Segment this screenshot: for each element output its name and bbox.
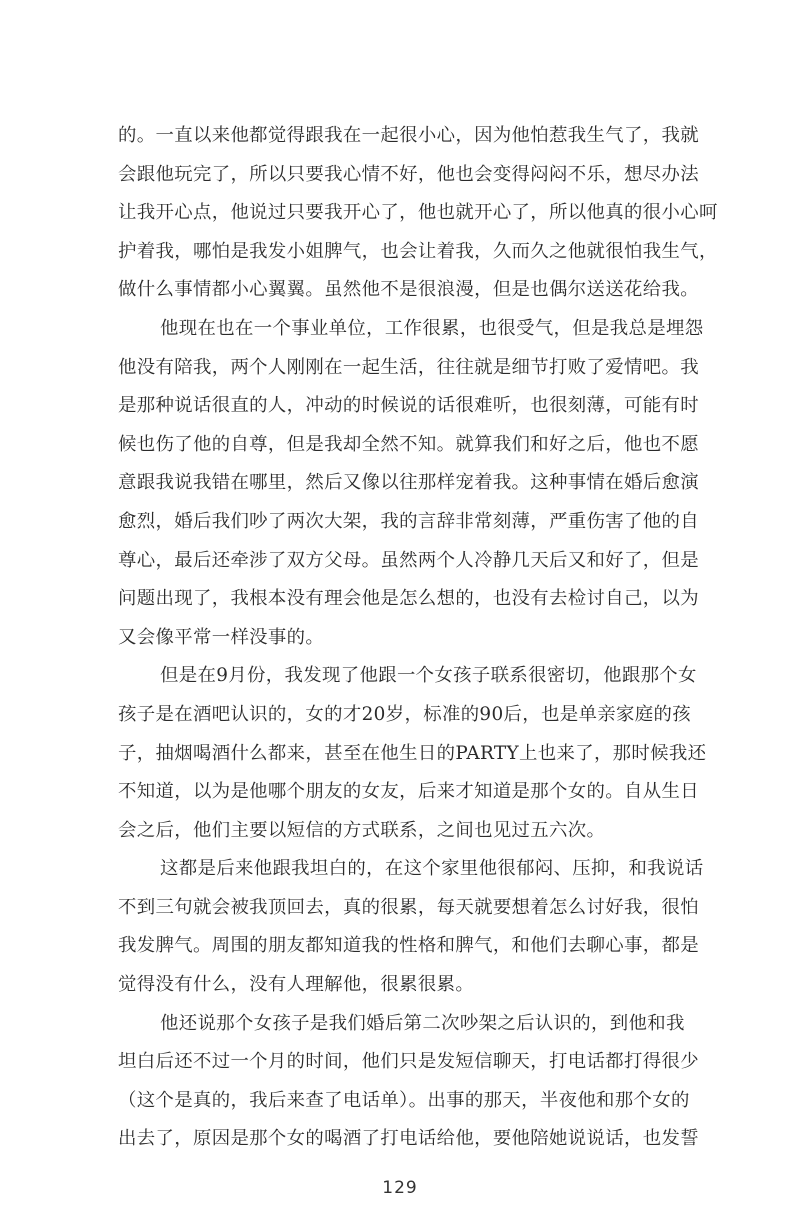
text-line: 子，抽烟喝酒什么都来，甚至在他生日的PARTY上也来了，那时候我还 — [118, 742, 707, 764]
text-line: 这都是后来他跟我坦白的，在这个家里他很郁闷、压抑，和我说话 — [160, 858, 704, 880]
text-line: 但是在9月份，我发现了他跟一个女孩子联系很密切，他跟那个女 — [160, 665, 697, 687]
text-line: 会之后，他们主要以短信的方式联系，之间也见过五六次。 — [118, 819, 606, 841]
text-line: 不到三句就会被我顶回去，真的很累，每天就要想着怎么讨好我，很怕 — [118, 896, 699, 918]
text-line: 坦白后还不过一个月的时间，他们只是发短信聊天，打电话都打得很少 — [118, 1051, 699, 1073]
text-line: 问题出现了，我根本没有理会他是怎么想的，也没有去检讨自己，以为 — [118, 588, 699, 610]
text-line: 是那种说话很直的人，冲动的时候说的话很难听，也很刻薄，可能有时 — [118, 395, 699, 417]
text-line: （这个是真的，我后来查了电话单）。出事的那天，半夜他和那个女的 — [118, 1089, 690, 1111]
text-line: 意跟我说我错在哪里，然后又像以往那样宠着我。这种事情在婚后愈演 — [118, 472, 699, 494]
text-line: 愈烈，婚后我们吵了两次大架，我的言辞非常刻薄，严重伤害了他的自 — [118, 510, 699, 532]
text-line: 不知道，以为是他哪个朋友的女友，后来才知道是那个女的。自从生日 — [118, 781, 699, 803]
text-line: 候也伤了他的自尊，但是我却全然不知。就算我们和好之后，他也不愿 — [118, 433, 699, 455]
text-line: 孩子是在酒吧认识的，女的才20岁，标准的90后，也是单亲家庭的孩 — [118, 703, 691, 725]
page-number: 129 — [382, 1178, 418, 1198]
text-line: 他现在也在一个事业单位，工作很累，也很受气，但是我总是埋怨 — [160, 317, 704, 339]
text-line: 觉得没有什么，没有人理解他，很累很累。 — [118, 974, 475, 996]
text-line: 他没有陪我，两个人刚刚在一起生活，往往就是细节打败了爱情吧。我 — [118, 356, 699, 378]
text-line: 会跟他玩完了，所以只要我心情不好，他也会变得闷闷不乐，想尽办法 — [118, 163, 699, 185]
text-line: 又会像平常一样没事的。 — [118, 626, 325, 648]
text-line: 让我开心点，他说过只要我开心了，他也就开心了，所以他真的很小心呵 — [118, 202, 718, 224]
text-line: 我发脾气。周围的朋友都知道我的性格和脾气，和他们去聊心事，都是 — [118, 935, 699, 957]
text-line: 尊心，最后还牵涉了双方父母。虽然两个人冷静几天后又和好了，但是 — [118, 549, 699, 571]
text-line: 护着我，哪怕是我发小姐脾气，也会让着我，久而久之他就很怕我生气， — [118, 240, 718, 262]
text-line: 的。一直以来他都觉得跟我在一起很小心，因为他怕惹我生气了，我就 — [118, 125, 699, 146]
text-line: 做什么事情都小心翼翼。虽然他不是很浪漫，但是也偶尔送送花给我。 — [118, 279, 699, 301]
body-text — [118, 117, 718, 1159]
text-line: 他还说那个女孩子是我们婚后第二次吵架之后认识的，到他和我 — [160, 1012, 685, 1034]
text-line: 出去了，原因是那个女的喝酒了打电话给他，要他陪她说说话，也发誓 — [118, 1128, 699, 1150]
